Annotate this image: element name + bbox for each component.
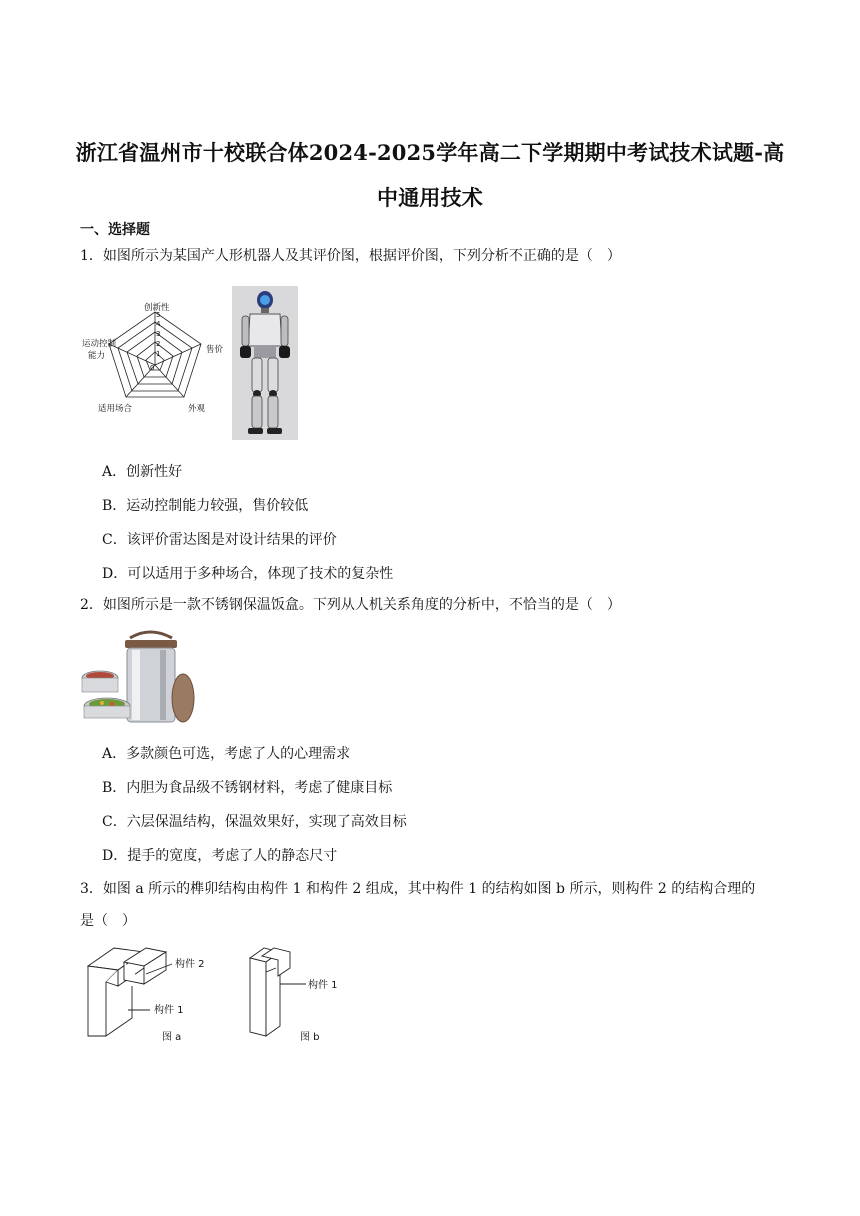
fig-a-label-part1: 构件 1 xyxy=(154,1005,184,1016)
question-3-stem-line1: 3．如图 a 所示的榫卯结构由构件 1 和构件 2 组成，其中构件 1 的结构如图 b 所示，则构件 2 的结构合理的 xyxy=(80,881,756,897)
radar-tick-5: 5 xyxy=(156,311,161,319)
question-1-stem: 1．如图所示为某国产人形机器人及其评价图，根据评价图，下列分析不正确的是（ ） xyxy=(80,248,621,264)
radar-tick-3: 3 xyxy=(156,330,161,338)
radar-tick-4: 4 xyxy=(156,320,161,328)
q2-option-a: A．多款颜色可选，考虑了人的心理需求 xyxy=(102,746,351,762)
doc-title-line1: 浙江省温州市十校联合体2024-2025学年高二下学期期中考试技术试题-高 xyxy=(75,140,785,165)
radar-tick-1: 1 xyxy=(156,350,161,358)
fig-a-caption: 图 a xyxy=(162,1032,182,1043)
q1-option-d: D．可以适用于多种场合，体现了技术的复杂性 xyxy=(102,566,394,582)
fig-b-caption: 图 b xyxy=(300,1032,320,1043)
q2-option-c: C．六层保温结构，保温效果好，实现了高效目标 xyxy=(102,814,407,830)
radar-chart-figure xyxy=(80,300,230,420)
radar-axis-innovation: 创新性 xyxy=(144,303,170,313)
q1-option-a: A．创新性好 xyxy=(102,464,183,480)
section-heading: 一、选择题 xyxy=(80,222,150,238)
q1-option-c: C．该评价雷达图是对设计结果的评价 xyxy=(102,532,337,548)
radar-axis-occasion: 适用场合 xyxy=(98,404,133,414)
doc-title-line2: 中通用技术 xyxy=(377,185,483,210)
radar-tick-2: 2 xyxy=(156,340,161,348)
figure-a-drawing xyxy=(88,948,172,1036)
q1-option-b: B．运动控制能力较强，售价较低 xyxy=(102,498,309,514)
humanoid-robot-photo xyxy=(232,286,298,440)
radar-axis-appearance: 外观 xyxy=(188,404,206,414)
question-3-stem-line2: 是（ ） xyxy=(80,913,136,929)
radar-axis-price: 售价 xyxy=(206,345,224,355)
q2-option-d: D．提手的宽度，考虑了人的静态尺寸 xyxy=(102,848,338,864)
fig-b-label-part1: 构件 1 xyxy=(308,980,338,991)
radar-axis-motion-control: 运动控制能力 xyxy=(82,339,117,361)
fig-a-label-part2: 构件 2 xyxy=(175,959,205,970)
figure-b-drawing xyxy=(250,948,306,1036)
question-2-stem: 2．如图所示是一款不锈钢保温饭盒。下列从人机关系角度的分析中，不恰当的是（ ） xyxy=(80,597,621,613)
lunchbox-photo xyxy=(80,626,198,728)
q2-option-b: B．内胆为食品级不锈钢材料，考虑了健康目标 xyxy=(102,780,393,796)
radar-tick-0: 0 xyxy=(150,364,155,372)
mortise-tenon-figures xyxy=(84,940,354,1050)
